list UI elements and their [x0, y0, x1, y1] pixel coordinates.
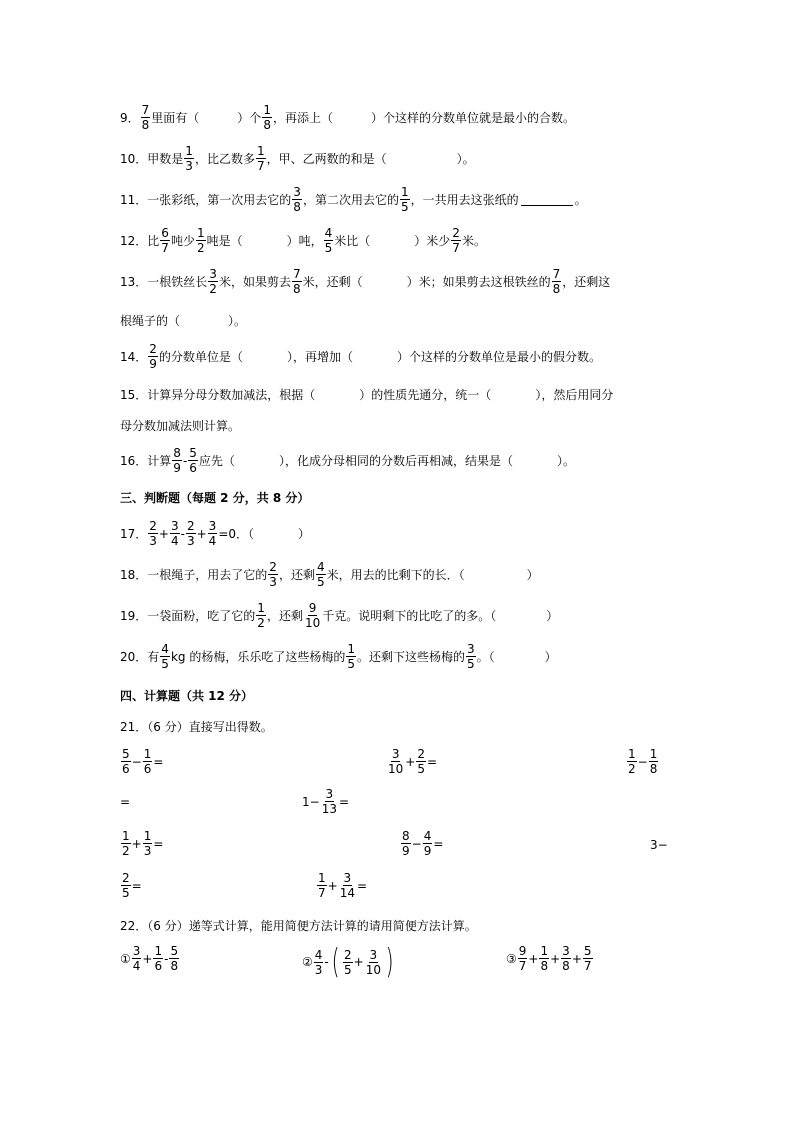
calc-expression [120, 830, 163, 857]
question-15 [120, 386, 613, 403]
operator: + [327, 878, 338, 893]
numerator: 7 [552, 267, 561, 281]
numerator: 5 [583, 944, 592, 958]
fraction [561, 945, 571, 972]
question-18 [120, 561, 539, 588]
denominator: 5 [316, 575, 325, 589]
numerator: 2 [344, 947, 352, 962]
question-number: 16． [120, 454, 148, 468]
numerator: 4 [324, 226, 333, 240]
fraction [627, 748, 637, 775]
text: ，比乙数多 [194, 152, 255, 166]
text: 计算异分母分数加减法，根据（ [147, 388, 316, 402]
question-number: 15． [120, 388, 148, 402]
denominator: 8 [562, 959, 570, 973]
denominator: 8 [540, 959, 549, 973]
section-4-heading: 四、计算题（共 12 分） [120, 689, 254, 703]
denominator: 7 [161, 241, 169, 255]
numerator: 1 [143, 829, 152, 843]
denominator: 2 [209, 282, 217, 296]
circled-number: ① [120, 951, 131, 966]
question-12 [120, 227, 486, 254]
text: 千克。说明剩下的比吃了的多。（ [322, 609, 497, 623]
denominator: 8 [649, 762, 658, 776]
text: ，还剩 [278, 568, 315, 582]
question-14 [120, 343, 601, 370]
operator: − [411, 836, 422, 851]
text: ）米少 [414, 234, 451, 248]
denominator: 7 [518, 959, 527, 973]
question-number: 13． [120, 275, 148, 289]
denominator: 3 [186, 534, 195, 548]
fraction [141, 104, 151, 131]
text: ） [546, 609, 559, 623]
denominator: 4 [170, 534, 179, 548]
numerator: 1 [649, 747, 658, 761]
text: ）。 [556, 454, 575, 468]
numerator: 8 [173, 446, 181, 460]
text: ）米；如果剪去这根铁丝的 [406, 275, 551, 289]
text: ）。 [228, 314, 247, 328]
text: ），然后用同分 [535, 388, 614, 402]
numerator: 3 [208, 519, 217, 533]
numerator: 8 [402, 829, 410, 843]
left-paren: ( [331, 942, 340, 982]
calc-expression-3 [506, 945, 594, 972]
denominator: 5 [324, 241, 333, 255]
question-20 [120, 643, 557, 670]
equals: = [120, 795, 131, 809]
fraction [160, 227, 170, 254]
numerator: 9 [518, 944, 527, 958]
text: 米，用去的比剩下的长．（ [326, 568, 465, 582]
denominator: 10 [365, 962, 381, 977]
fraction [256, 145, 266, 172]
numerator: 7 [141, 103, 150, 117]
question-19 [120, 602, 558, 629]
fraction [346, 643, 356, 670]
fraction [184, 145, 194, 172]
fraction [583, 945, 593, 972]
fraction [268, 561, 278, 588]
text: 吨少 [170, 234, 195, 248]
denominator: 2 [122, 844, 130, 858]
denominator: 2 [196, 241, 205, 255]
fraction [196, 227, 206, 254]
calc-expression-prefix: 3− [650, 838, 668, 852]
fraction [256, 602, 266, 629]
equals: = [433, 836, 444, 851]
text: 根绳子的（ [120, 314, 181, 328]
numerator: 1 [185, 144, 193, 158]
numerator: 2 [269, 560, 277, 574]
operator: + [353, 955, 364, 969]
denominator: 10 [388, 762, 404, 776]
question-number: 9． [120, 111, 140, 125]
denominator: 5 [347, 657, 355, 671]
numerator: 3 [369, 947, 378, 962]
operator: + [550, 951, 561, 966]
text: 应先（ [198, 454, 235, 468]
calc-expression-2 [302, 942, 396, 982]
numerator: 4 [161, 642, 169, 656]
numerator: 6 [161, 226, 169, 240]
answer-underline[interactable] [521, 193, 573, 206]
question-22-title: 22．（6 分）递等式计算，能用简便方法计算的请用简便方法计算。 [120, 919, 477, 933]
fraction [262, 104, 272, 131]
fraction [317, 872, 327, 899]
operator: − [637, 754, 648, 769]
text: 1− [302, 794, 320, 809]
equals: = [153, 836, 164, 851]
text: 一张彩纸，第一次用去它的 [147, 193, 292, 207]
numerator: 3 [466, 642, 475, 656]
denominator: 2 [257, 616, 265, 630]
denominator: 9 [173, 461, 181, 475]
text: =0．（ [218, 527, 255, 541]
operator: + [158, 526, 169, 541]
fraction [304, 602, 321, 629]
denominator: 8 [263, 118, 271, 132]
fraction [539, 945, 549, 972]
denominator: 14 [339, 886, 355, 900]
operator: + [528, 951, 539, 966]
denominator: 5 [161, 657, 169, 671]
text: 米，还剩（ [302, 275, 363, 289]
fraction [324, 227, 334, 254]
operator: + [196, 526, 207, 541]
calc-expression [626, 748, 659, 775]
fraction [451, 227, 461, 254]
text: ）的性质先通分，统一（ [359, 388, 492, 402]
text: 。（ [476, 650, 495, 664]
numerator: 3 [293, 185, 301, 199]
fraction [649, 748, 659, 775]
text: ） [526, 568, 539, 582]
numerator: 2 [417, 747, 425, 761]
question-number: 17． [120, 527, 148, 541]
fraction [160, 643, 170, 670]
question-number: 12． [120, 234, 148, 248]
question-number: 19． [120, 609, 148, 623]
fraction [518, 945, 528, 972]
denominator: 8 [293, 200, 301, 214]
calc-expression [316, 872, 367, 899]
denominator: 2 [628, 762, 636, 776]
fraction [121, 830, 131, 857]
calc-expression [400, 830, 443, 857]
numerator: 1 [196, 226, 205, 240]
denominator: 9 [149, 357, 157, 371]
fraction [188, 447, 198, 474]
numerator: 3 [391, 747, 400, 761]
text: ，还剩这 [562, 275, 611, 289]
numerator: 4 [316, 560, 325, 574]
fraction [416, 748, 426, 775]
text: ，再添上（ [272, 111, 333, 125]
operator: − [131, 754, 142, 769]
text: ，第二次用去它的 [302, 193, 399, 207]
numerator: 2 [186, 519, 195, 533]
numerator: 3 [170, 519, 179, 533]
numerator: 1 [143, 747, 152, 761]
fraction [365, 949, 382, 976]
fraction [132, 945, 142, 972]
denominator: 8 [552, 282, 561, 296]
fraction [423, 830, 433, 857]
denominator: 7 [318, 886, 326, 900]
equals: = [153, 754, 164, 769]
numerator: 4 [423, 829, 432, 843]
denominator: 7 [583, 959, 592, 973]
operator: - [164, 951, 169, 966]
text: ）。 [456, 152, 475, 166]
question-number: 10． [120, 152, 148, 166]
fraction [314, 949, 324, 976]
question-number: 11． [120, 193, 148, 207]
numerator: 5 [170, 944, 179, 958]
numerator: 1 [257, 601, 265, 615]
denominator: 13 [321, 802, 337, 816]
text: 的分数单位是（ [158, 350, 243, 364]
numerator: 3 [325, 787, 334, 801]
fraction [121, 872, 131, 899]
denominator: 7 [452, 241, 460, 255]
denominator: 8 [141, 118, 150, 132]
denominator: 8 [170, 959, 179, 973]
denominator: 5 [122, 886, 130, 900]
question-15-cont [120, 417, 240, 434]
question-number: 20． [120, 650, 148, 664]
denominator: 3 [269, 575, 277, 589]
numerator: 3 [343, 871, 352, 885]
text: ）个这样的分数单位是最小的假分数。 [396, 350, 601, 364]
numerator: 1 [347, 642, 355, 656]
fraction [121, 748, 131, 775]
text: 。还剩下这些杨梅的 [356, 650, 465, 664]
question-number: 18． [120, 568, 148, 582]
operator: + [142, 951, 153, 966]
operator: - [180, 526, 185, 541]
numerator: 3 [132, 944, 141, 958]
text: 米。 [461, 234, 486, 248]
denominator: 3 [185, 159, 193, 173]
numerator: 1 [256, 144, 265, 158]
text: 母分数加减法则计算。 [120, 419, 241, 433]
numerator: 2 [452, 226, 460, 240]
question-13-cont [120, 312, 246, 329]
calc-expression [120, 748, 163, 775]
fraction [153, 945, 163, 972]
text: ）个 [237, 111, 262, 125]
text: 一根绳子，用去了它的 [147, 568, 268, 582]
denominator: 3 [149, 534, 157, 548]
text: 。 [574, 193, 587, 207]
text: ），再增加（ [286, 350, 353, 364]
numerator: 4 [314, 947, 323, 962]
denominator: 9 [423, 844, 432, 858]
fraction [148, 343, 158, 370]
operator: + [131, 836, 142, 851]
calc-expression [302, 788, 349, 815]
text: ）个这样的分数单位就是最小的合数。 [370, 111, 575, 125]
numerator: 3 [562, 944, 570, 958]
equals: = [426, 754, 438, 769]
denominator: 6 [154, 959, 163, 973]
equals: = [338, 794, 350, 809]
fraction [466, 643, 476, 670]
calc-expression [120, 872, 142, 899]
denominator: 6 [189, 461, 197, 475]
denominator: 6 [143, 762, 152, 776]
numerator: 1 [122, 829, 130, 843]
text: 里面有（ [151, 111, 200, 125]
numerator: 9 [308, 601, 317, 615]
fraction [186, 520, 196, 547]
fraction [316, 561, 326, 588]
fraction [143, 748, 153, 775]
text: 有 [147, 650, 160, 664]
fraction [208, 268, 218, 295]
fraction [339, 872, 356, 899]
fraction [169, 945, 179, 972]
denominator: 4 [208, 534, 217, 548]
text: 一根铁丝长 [147, 275, 208, 289]
denominator: 5 [417, 762, 425, 776]
denominator: 10 [304, 616, 321, 630]
fraction [400, 186, 410, 213]
question-10 [120, 145, 475, 172]
text: 吨是（ [206, 234, 243, 248]
denominator: 8 [292, 282, 301, 296]
denominator: 6 [122, 762, 130, 776]
question-16 [120, 447, 575, 474]
calc-expression [386, 748, 437, 775]
operator: + [405, 754, 416, 769]
operator: + [571, 951, 582, 966]
denominator: 3 [314, 962, 323, 977]
denominator: 5 [466, 657, 475, 671]
numerator: 1 [628, 747, 636, 761]
text: 米，如果剪去 [218, 275, 291, 289]
question-13 [120, 268, 610, 295]
fraction [143, 830, 153, 857]
numerator: 1 [400, 185, 409, 199]
question-11 [120, 186, 587, 213]
text: kg 的杨梅，乐乐吃了这些杨梅的 [170, 650, 346, 664]
denominator: 5 [344, 962, 352, 977]
circled-number: ③ [506, 951, 517, 966]
question-21-title: 21．（6 分）直接写出得数。 [120, 720, 273, 734]
fraction [292, 186, 302, 213]
text: 比 [147, 234, 160, 248]
circled-number: ② [302, 955, 313, 969]
question-9 [120, 104, 575, 131]
text: ） [298, 527, 311, 541]
denominator: 7 [256, 159, 265, 173]
fraction [343, 949, 353, 976]
fraction [148, 520, 158, 547]
text: ，还剩 [266, 609, 303, 623]
equals: = [131, 878, 142, 893]
numerator: 2 [149, 519, 157, 533]
question-number: 14． [120, 350, 148, 364]
text: 甲数是 [147, 152, 184, 166]
text: ），化成分母相同的分数后再相减，结果是（ [278, 454, 513, 468]
fraction [401, 830, 411, 857]
denominator: 5 [400, 200, 409, 214]
denominator: 9 [402, 844, 410, 858]
text: 计算 [147, 454, 172, 468]
numerator: 2 [149, 342, 157, 356]
numerator: 1 [154, 944, 163, 958]
fraction [172, 447, 182, 474]
text: ） [544, 650, 557, 664]
fraction [321, 788, 338, 815]
numerator: 5 [189, 446, 197, 460]
calc-expression-1 [120, 945, 180, 972]
numerator: 7 [292, 267, 301, 281]
question-17 [120, 520, 310, 547]
numerator: 3 [209, 267, 217, 281]
text: ）吨， [286, 234, 323, 248]
operator: - [324, 955, 329, 969]
numerator: 1 [263, 103, 271, 117]
numerator: 1 [540, 944, 549, 958]
denominator: 4 [132, 959, 141, 973]
operator: - [182, 453, 188, 468]
fraction [208, 520, 218, 547]
section-3-heading: 三、判断题（每题 2 分，共 8 分） [120, 491, 310, 505]
text: 米比（ [334, 234, 371, 248]
right-paren: ) [385, 942, 394, 982]
text: ，一共用去这张纸的 [410, 193, 519, 207]
fraction [552, 268, 562, 295]
equals: = [356, 878, 368, 893]
numerator: 2 [122, 871, 130, 885]
text: 一袋面粉，吃了它的 [147, 609, 256, 623]
fraction [387, 748, 404, 775]
fraction [170, 520, 180, 547]
denominator: 3 [143, 844, 152, 858]
text: ，甲、乙两数的和是（ [266, 152, 387, 166]
fraction [292, 268, 302, 295]
numerator: 1 [318, 871, 326, 885]
numerator: 5 [122, 747, 130, 761]
